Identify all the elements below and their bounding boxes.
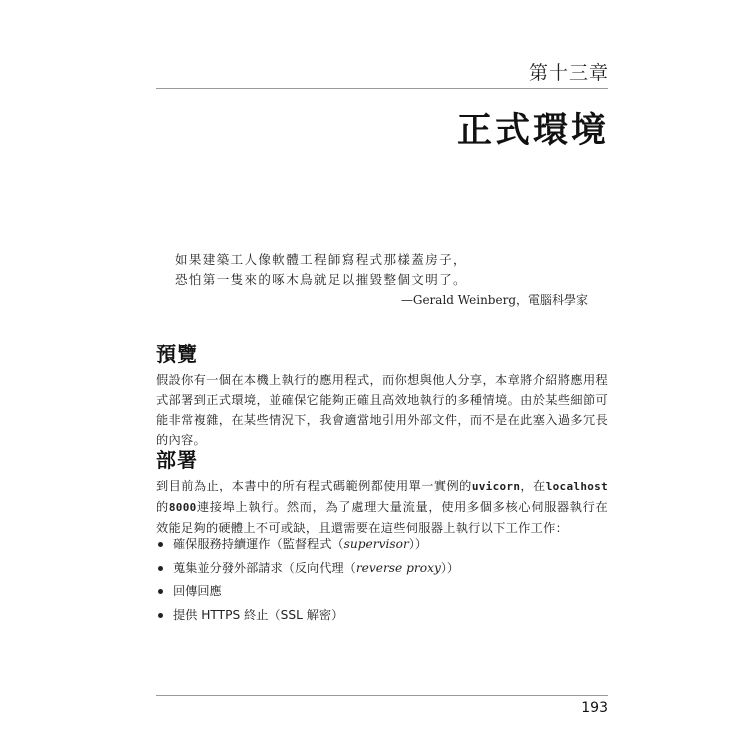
deployment-text-3: 的 xyxy=(156,500,169,514)
list-item-text: 回傳回應 xyxy=(173,584,222,598)
chapter-label: 第十三章 xyxy=(528,62,609,84)
deployment-text-1: 到目前為止，本書中的所有程式碼範例都使用單一實例的 xyxy=(156,479,472,493)
deployment-task-list xyxy=(158,534,459,628)
footer-divider xyxy=(156,695,608,696)
deployment-text-4: 連接埠上執行。然而，為了處理大量流量，使用多個多核心伺服器執行在效能足夠的硬體上不可或缺，且還需要在這些伺服器上執行以下工作工作： xyxy=(156,500,608,535)
list-item xyxy=(158,605,459,629)
bullet-dot-icon xyxy=(158,613,163,618)
code-localhost: localhost xyxy=(545,480,609,493)
list-item-suffix: ）） xyxy=(408,537,428,551)
deployment-text-2: ，在 xyxy=(520,479,546,493)
bullet-dot-icon xyxy=(158,566,163,571)
deployment-paragraph xyxy=(156,476,608,538)
list-item-text: 確保服務持續運作（監督程式（ xyxy=(173,537,344,551)
list-item xyxy=(158,534,459,558)
code-port: 8000 xyxy=(168,501,197,514)
epigraph-author: —Gerald Weinberg，電腦科學家 xyxy=(400,293,588,307)
chapter-divider xyxy=(156,88,608,89)
section-heading-deployment: 部署 xyxy=(156,448,198,472)
list-item-text: 提供 HTTPS 終止（SSL 解密） xyxy=(173,607,344,622)
chapter-title: 正式環境 xyxy=(456,111,609,151)
list-item-text: 蒐集並分發外部請求（反向代理（ xyxy=(173,560,356,575)
list-item xyxy=(158,581,459,605)
bullet-dot-icon xyxy=(158,589,163,594)
preview-paragraph: 假設你有一個在本機上執行的應用程式，而你想與他人分享，本章將介紹將應用程式部署到正式環境，並確保它能夠正確且高效地執行的多種情境。由於某些細節可能非常複雜，在某些情況下，我會適當地引用外部文件，而不是在此塞入過多冗長的內容。 xyxy=(156,373,608,447)
page-number: 193 xyxy=(581,700,608,716)
code-uvicorn: uvicorn xyxy=(471,480,521,493)
list-item xyxy=(158,558,459,582)
bullet-dot-icon xyxy=(158,542,163,547)
epigraph-line-2: 恐怕第一隻來的啄木鳥就足以摧毀整個文明了。 xyxy=(175,272,467,287)
section-heading-preview: 預覽 xyxy=(156,342,198,366)
epigraph xyxy=(175,250,595,290)
list-item-term: reverse proxy xyxy=(355,560,441,575)
list-item-term: supervisor xyxy=(343,537,409,551)
list-item-suffix: ）） xyxy=(440,560,460,575)
epigraph-line-1: 如果建築工人像軟體工程師寫程式那樣蓋房子， xyxy=(175,252,467,267)
